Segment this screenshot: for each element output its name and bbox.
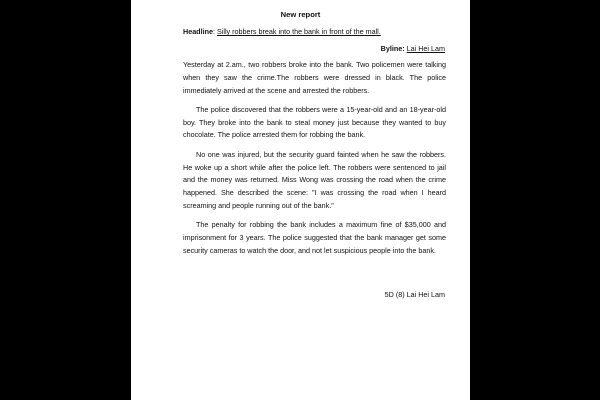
headline-text: Silly robbers break into the bank in front of the mall. [216,27,381,36]
byline-label: Byline: [380,44,405,53]
byline-text: Lai Hei Lam [406,44,445,53]
document-page [131,0,470,400]
paragraph: Yesterday at 2.am., two robbers broke into the bank. Two policemen were talking when they saw the crime.The robbers were dressed in black. The police immediately arrived at the scene and arrested the robbers. [183,60,446,95]
document-title: New report [280,10,321,19]
headline-label: Headline [183,27,213,36]
headline-separator: : [212,27,217,36]
article-body [183,59,446,264]
headline-line [183,27,381,36]
signature-line: 5D (8) Lai Hei Lam [384,290,445,299]
paragraph: The penalty for robbing the bank includes a maximum fine of $35,000 and imprisonment for 3 years. The police suggested that the bank manager get some security cameras to watch the door, and not let suspicious people into the bank. [183,220,446,255]
byline-line [381,44,445,53]
paragraph: The police discovered that the robbers were a 15-year-old and an 18-year-old boy. They broke into the bank to steal money just because they wanted to buy chocolate. The police arrested them for robbing the bank. [183,104,446,140]
paragraph: No one was injured, but the security guard fainted when he saw the robbers. He woke up a short while after the police left. The robbers were sentenced to jail and the money was returned. Miss Wong was crossing the road when the crime happened. She described the scene: "I was crossing the road when I heard screaming and people running out of the bank." [183,149,446,210]
